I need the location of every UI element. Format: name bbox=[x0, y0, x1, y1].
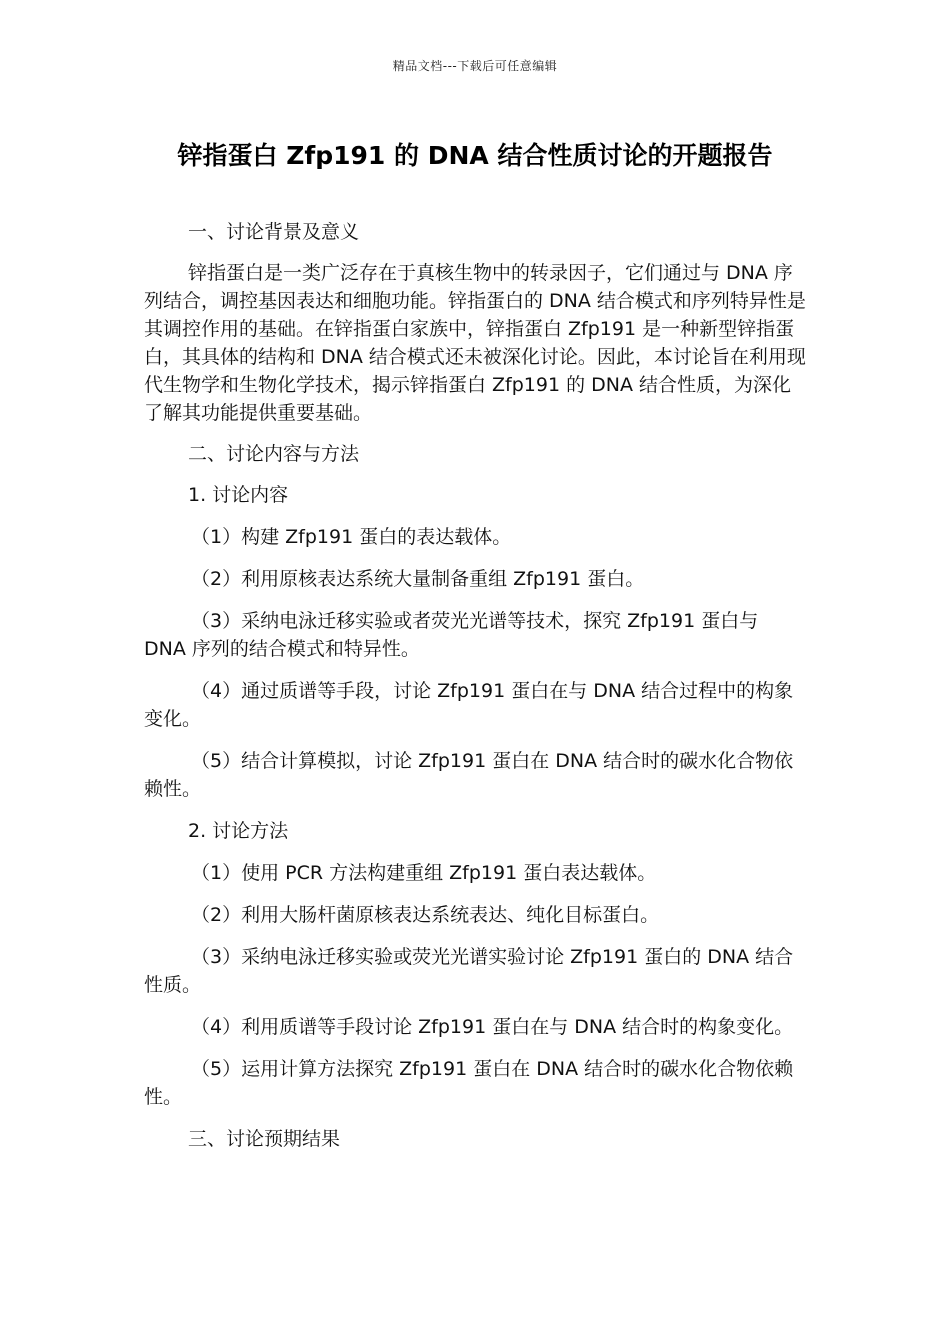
background-paragraph: 锌指蛋白是一类广泛存在于真核生物中的转录因子，它们通过与 DNA 序列结合，调控基因表达和细胞功能。锌指蛋白的 DNA 结合模式和序列特异性是其调控作用的基础。在锌指蛋白家族中，锌指蛋白 Zfp191 是一种新型锌指蛋白，其具体的结构和 DNA 结合模式还未被深化讨论。因此，本讨论旨在利用现代生物学和生物化学技术，揭示锌指蛋白 Zfp191 的 DNA 结合性质，为深化了解其功能提供重要基础。 bbox=[144, 262, 806, 424]
method-item-1: （1）使用 PCR 方法构建重组 Zfp191 蛋白表达载体。 bbox=[191, 862, 657, 884]
document-title: 锌指蛋白 Zfp191 的 DNA 结合性质讨论的开题报告 bbox=[177, 141, 773, 170]
document-body bbox=[144, 218, 806, 1166]
subheading-research-content: 1. 讨论内容 bbox=[188, 484, 289, 506]
method-item-5: （5）运用计算方法探究 Zfp191 蛋白在 DNA 结合时的碳水化合物依赖性。 bbox=[144, 1058, 794, 1108]
section-heading-expected-results: 三、讨论预期结果 bbox=[188, 1128, 341, 1150]
subheading-research-methods: 2. 讨论方法 bbox=[188, 820, 289, 842]
method-item-3: （3）采纳电泳迁移实验或荧光光谱实验讨论 Zfp191 蛋白的 DNA 结合性质。 bbox=[144, 946, 794, 996]
method-item-4: （4）利用质谱等手段讨论 Zfp191 蛋白在与 DNA 结合时的构象变化。 bbox=[191, 1016, 794, 1038]
section-heading-background: 一、讨论背景及意义 bbox=[188, 221, 360, 243]
content-item-3: （3）采纳电泳迁移实验或者荧光光谱等技术，探究 Zfp191 蛋白与 DNA 序列的结合模式和特异性。 bbox=[144, 610, 759, 660]
method-item-2: （2）利用大肠杆菌原核表达系统表达、纯化目标蛋白。 bbox=[191, 904, 660, 926]
content-item-1: （1）构建 Zfp191 蛋白的表达载体。 bbox=[191, 526, 512, 548]
content-item-5: （5）结合计算模拟，讨论 Zfp191 蛋白在 DNA 结合时的碳水化合物依赖性。 bbox=[144, 750, 794, 800]
header-note: 精品文档---下载后可任意编辑 bbox=[392, 59, 558, 73]
content-item-4: （4）通过质谱等手段，讨论 Zfp191 蛋白在与 DNA 结合过程中的构象变化。 bbox=[144, 680, 794, 730]
content-item-2: （2）利用原核表达系统大量制备重组 Zfp191 蛋白。 bbox=[191, 568, 645, 590]
section-heading-content-methods: 二、讨论内容与方法 bbox=[188, 443, 360, 465]
